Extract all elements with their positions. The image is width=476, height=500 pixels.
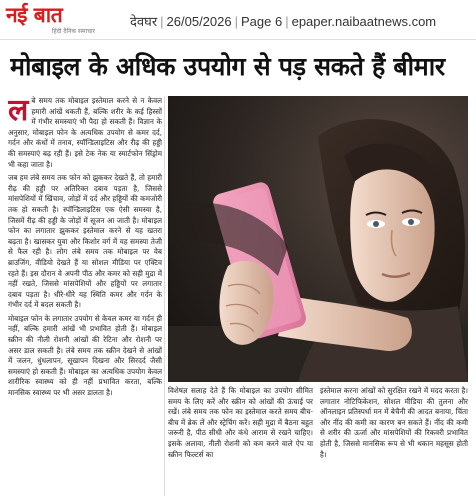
column-divider	[164, 96, 165, 496]
separator: |	[234, 14, 238, 29]
masthead	[0, 0, 476, 40]
article-paragraph: जब हम लंबे समय तक फोन को झुककर देखते हैं, तो हमारी रीढ़ की हड्डी पर अतिरिक्त दबाव पड़ता है, जिससे मांसपेशियों में खिंचाव, जोड़ों में दर्द और हड्डियों की कमजोरी तक हो सकती है। स्पॉन्डिलाइटिस एक ऐसी समस्या है, जिसमें रीढ़ की हड्डी के जोड़ों में सूजन आ जाती है। मोबाइल फोन का लगातार झुककर इस्तेमाल करने से यह खतरा बढ़ता है। खासकर युवा और किशोर वर्ग में यह समस्या तेजी से फैल रही है। लोग लंबे समय तक मोबाइल पर वेब ब्राउजिंग, वीडियो देखते हैं या सोशल मीडिया पर एक्टिव रहते हैं। इस दौरान वे अपनी पीठ और कमर को सही मुद्रा में नहीं रखते, जिससे मांसपेशियों और हड्डियों पर लगातार दबाव पड़ता है। धीरे-धीरे यह स्थिति कमर और गर्दन के गंभीर दर्द में बदल सकती है।	[8, 173, 162, 310]
separator: |	[285, 14, 289, 29]
separator: |	[160, 14, 164, 29]
article-paragraph: बे समय तक मोबाइल इस्तेमाल करने से न केवल हमारी आंखें थकती हैं, बल्कि शरीर के कई हिस्सों में गंभीर समस्याएं भी पैदा हो सकती हैं। विज्ञान के अनुसार, मोबाइल फोन के अत्यधिक उपयोग से कमर दर्द, गर्दन और कंधों में तनाव, स्पॉन्डिलाइटिस और रीढ़ की हड्डी की समस्याएं बढ़ रही हैं। इसे टेक नेक या स्मार्टफोन सिंड्रोम भी कहा जाता है।	[8, 96, 162, 169]
article-paragraph: मोबाइल फोन के लगातार उपयोग से केवल कमर या गर्दन ही नहीं, बल्कि हमारी आंखें भी प्रभावित होती हैं। मोबाइल स्क्रीन की नीली रोशनी आंखों की रेटिना और रोशनी पर असर डाल सकती है। लंबे समय तक स्क्रीन देखने से आंखों में जलन, धुंधलापन, सूखापन दिखना और सिरदर्द जैसी समस्याएं हो सकती हैं। मोबाइल का अत्यधिक उपयोग केवल शारीरिक स्वास्थ्य को ही नहीं प्रभावित करता, बल्कि मानसिक स्वास्थ्य पर भी असर डालता है।	[8, 313, 162, 398]
site-link[interactable]: epaper.naibaatnews.com	[291, 14, 437, 29]
newspaper-logo[interactable]	[6, 3, 118, 37]
logo-text: नई बात	[6, 3, 63, 27]
article-column-bottom-1: विशेषज्ञ सलाह देते हैं कि मोबाइल का उपयोग सीमित समय के लिए करें और स्क्रीन को आंखों की ऊंचाई पर रखें। लंबे समय तक फोन का इस्तेमाल करते समय बीच-बीच में ब्रेक लें और स्ट्रेचिंग करें। सही मुद्रा में बैठना बहुत जरूरी है, पीठ सीधी और कंधे आराम से रखने चाहिए। इसके अलावा, नीली रोशनी को कम करने वाले ऐप या स्क्रीन फिल्टर्स का	[168, 386, 313, 459]
page-number: Page 6	[241, 14, 283, 29]
logo-tagline: हिंदी दैनिक समाचार	[52, 28, 95, 35]
article-photo	[168, 96, 468, 382]
drop-cap: ल	[8, 96, 29, 128]
article-column-bottom-2: इस्तेमाल करना आंखों को सुरक्षित रखने में मदद करता है। लगातार नोटिफिकेशन, सोशल मीडिया की तुलना और ऑनलाइन प्रतिस्पर्धा मन में बेचैनी की आदत बनाया, चिंता और नींद की कमी का कारण बन सकते हैं। नींद की कमी से शरीर की ऊर्जा और मांसपेशियों की रिकवरी प्रभावित होती है, जिससे मानसिक रूप से भी थकान महसूस होती है।	[320, 386, 468, 459]
edition-city: देवघर	[130, 14, 158, 29]
edition-info	[130, 12, 436, 30]
edition-date: 26/05/2026	[166, 14, 232, 29]
article-column-left	[8, 96, 162, 496]
article-headline: मोबाइल के अधिक उपयोग से पड़ सकते हैं बीमार	[10, 52, 445, 81]
woman-using-phone-illustration	[168, 96, 468, 382]
